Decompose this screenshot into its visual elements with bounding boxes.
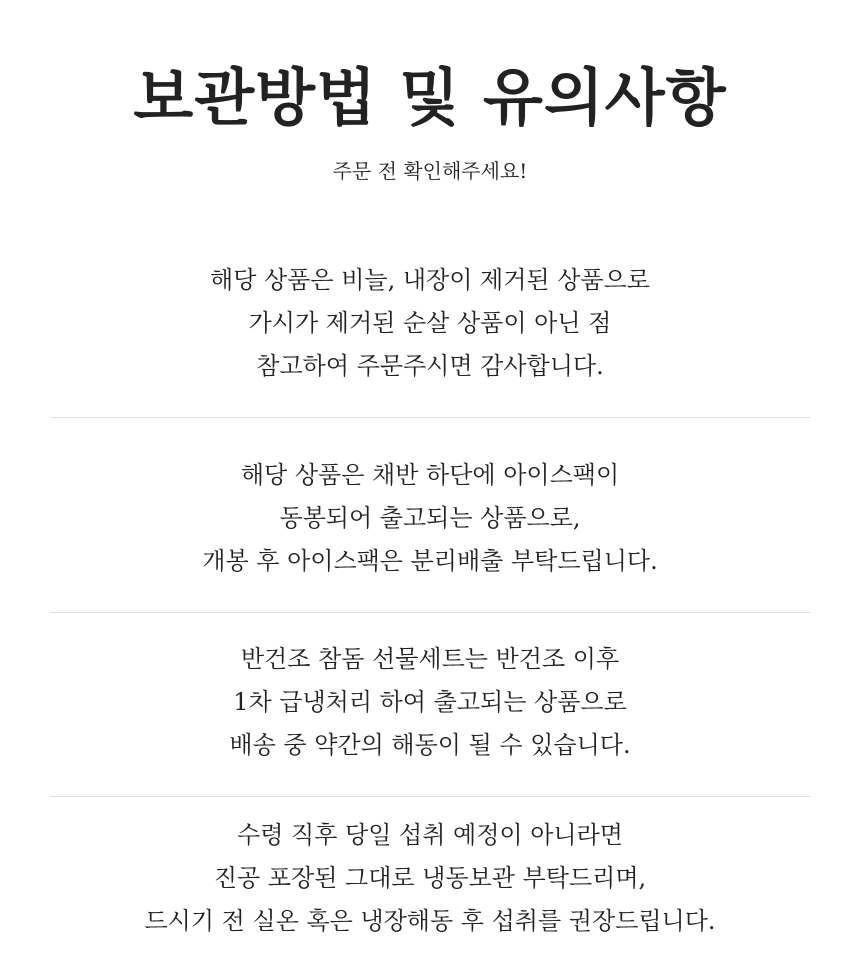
notice-line: 해당 상품은 채반 하단에 아이스팩이 [240,461,620,489]
section-divider [50,612,810,613]
notice-line: 참고하여 주문주시면 감사합니다. [256,352,604,380]
section-divider [50,796,810,797]
notice-section-thawing [0,638,860,767]
notice-line: 수령 직후 당일 섭취 예정이 아니라면 [237,821,623,849]
notice-line: 가시가 제거된 순살 상품이 아닌 점 [248,309,612,337]
notice-line: 반건조 참돔 선물세트는 반건조 이후 [240,645,620,673]
notice-line: 진공 포장된 그대로 냉동보관 부탁드리며, [213,864,647,892]
notice-section-icepack [0,454,860,583]
notice-line: 동봉되어 출고되는 상품으로, [279,504,581,532]
page-subtitle: 주문 전 확인해주세요! [332,159,528,183]
page-title: 보관방법 및 유의사항 [133,61,727,134]
section-divider [50,417,810,418]
notice-line: 배송 중 약간의 해동이 될 수 있습니다. [229,731,631,759]
notice-line: 드시기 전 실온 혹은 냉장해동 후 섭취를 권장드립니다. [144,907,716,935]
notice-section-storage [0,814,860,943]
notice-line: 1차 급냉처리 하여 출고되는 상품으로 [233,688,627,716]
notice-line: 개봉 후 아이스팩은 분리배출 부탁드립니다. [202,547,658,575]
notice-section-scaling [0,259,860,388]
notice-line: 해당 상품은 비늘, 내장이 제거된 상품으로 [210,266,650,294]
